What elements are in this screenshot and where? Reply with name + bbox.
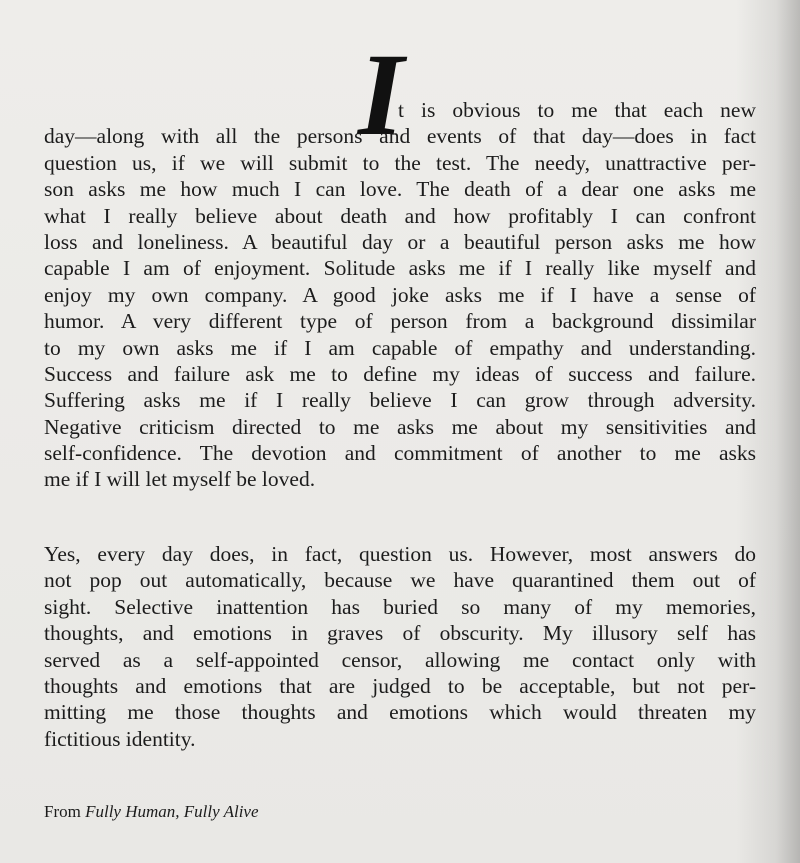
text-line: son asks me how much I can love. The death of a dear one asks me [44, 177, 756, 202]
paragraph-2 [44, 541, 756, 752]
source-citation [44, 800, 259, 824]
text-line: enjoy my own company. A good joke asks me if I have a sense of [44, 282, 756, 307]
text-line: Success and failure ask me to define my ideas of success and failure. [44, 361, 756, 386]
text-line: capable I am of enjoyment. Solitude asks me if I really like myself and [44, 256, 756, 281]
text-line: me if I will let myself be loved. [44, 467, 316, 492]
source-title: Fully Human, Fully Alive [85, 802, 259, 821]
drop-cap: I [358, 29, 404, 160]
text-line: t is obvious to me that each new [398, 98, 756, 122]
text-line: Negative criticism directed to me asks me about my sensitivities and [44, 414, 756, 439]
source-prefix: From [44, 802, 81, 821]
text-line: fictitious identity. [44, 726, 196, 751]
text-line: Yes, every day does, in fact, question us. However, most answers do [44, 542, 756, 566]
text-line: to my own asks me if I am capable of empathy and understanding. [44, 335, 756, 360]
text-line: served as a self-appointed censor, allowing me contact only with [44, 647, 756, 672]
text-line: thoughts, and emotions in graves of obscurity. My illusory self has [44, 621, 756, 646]
text-line: self-confidence. The devotion and commitment of another to me asks [44, 441, 756, 466]
text-line: sight. Selective inattention has buried so many of my memories, [44, 594, 756, 619]
text-line: question us, if we will submit to the test. The needy, unattractive per- [44, 150, 756, 175]
text-line: loss and loneliness. A beautiful day or a beautiful person asks me how [44, 229, 756, 254]
text-line: what I really believe about death and how profitably I can confront [44, 203, 756, 228]
text-line: thoughts and emotions that are judged to be acceptable, but not per- [44, 673, 756, 698]
paragraph-1 [44, 97, 756, 493]
text-line: not pop out automatically, because we have quarantined them out of [44, 568, 756, 593]
text-line: day—along with all the persons and events of that day—does in fact [44, 124, 756, 149]
text-line: mitting me those thoughts and emotions which would threaten my [44, 700, 756, 725]
text-line: humor. A very different type of person from a background dissimilar [44, 309, 756, 334]
text-line: Suffering asks me if I really believe I can grow through adversity. [44, 388, 756, 413]
